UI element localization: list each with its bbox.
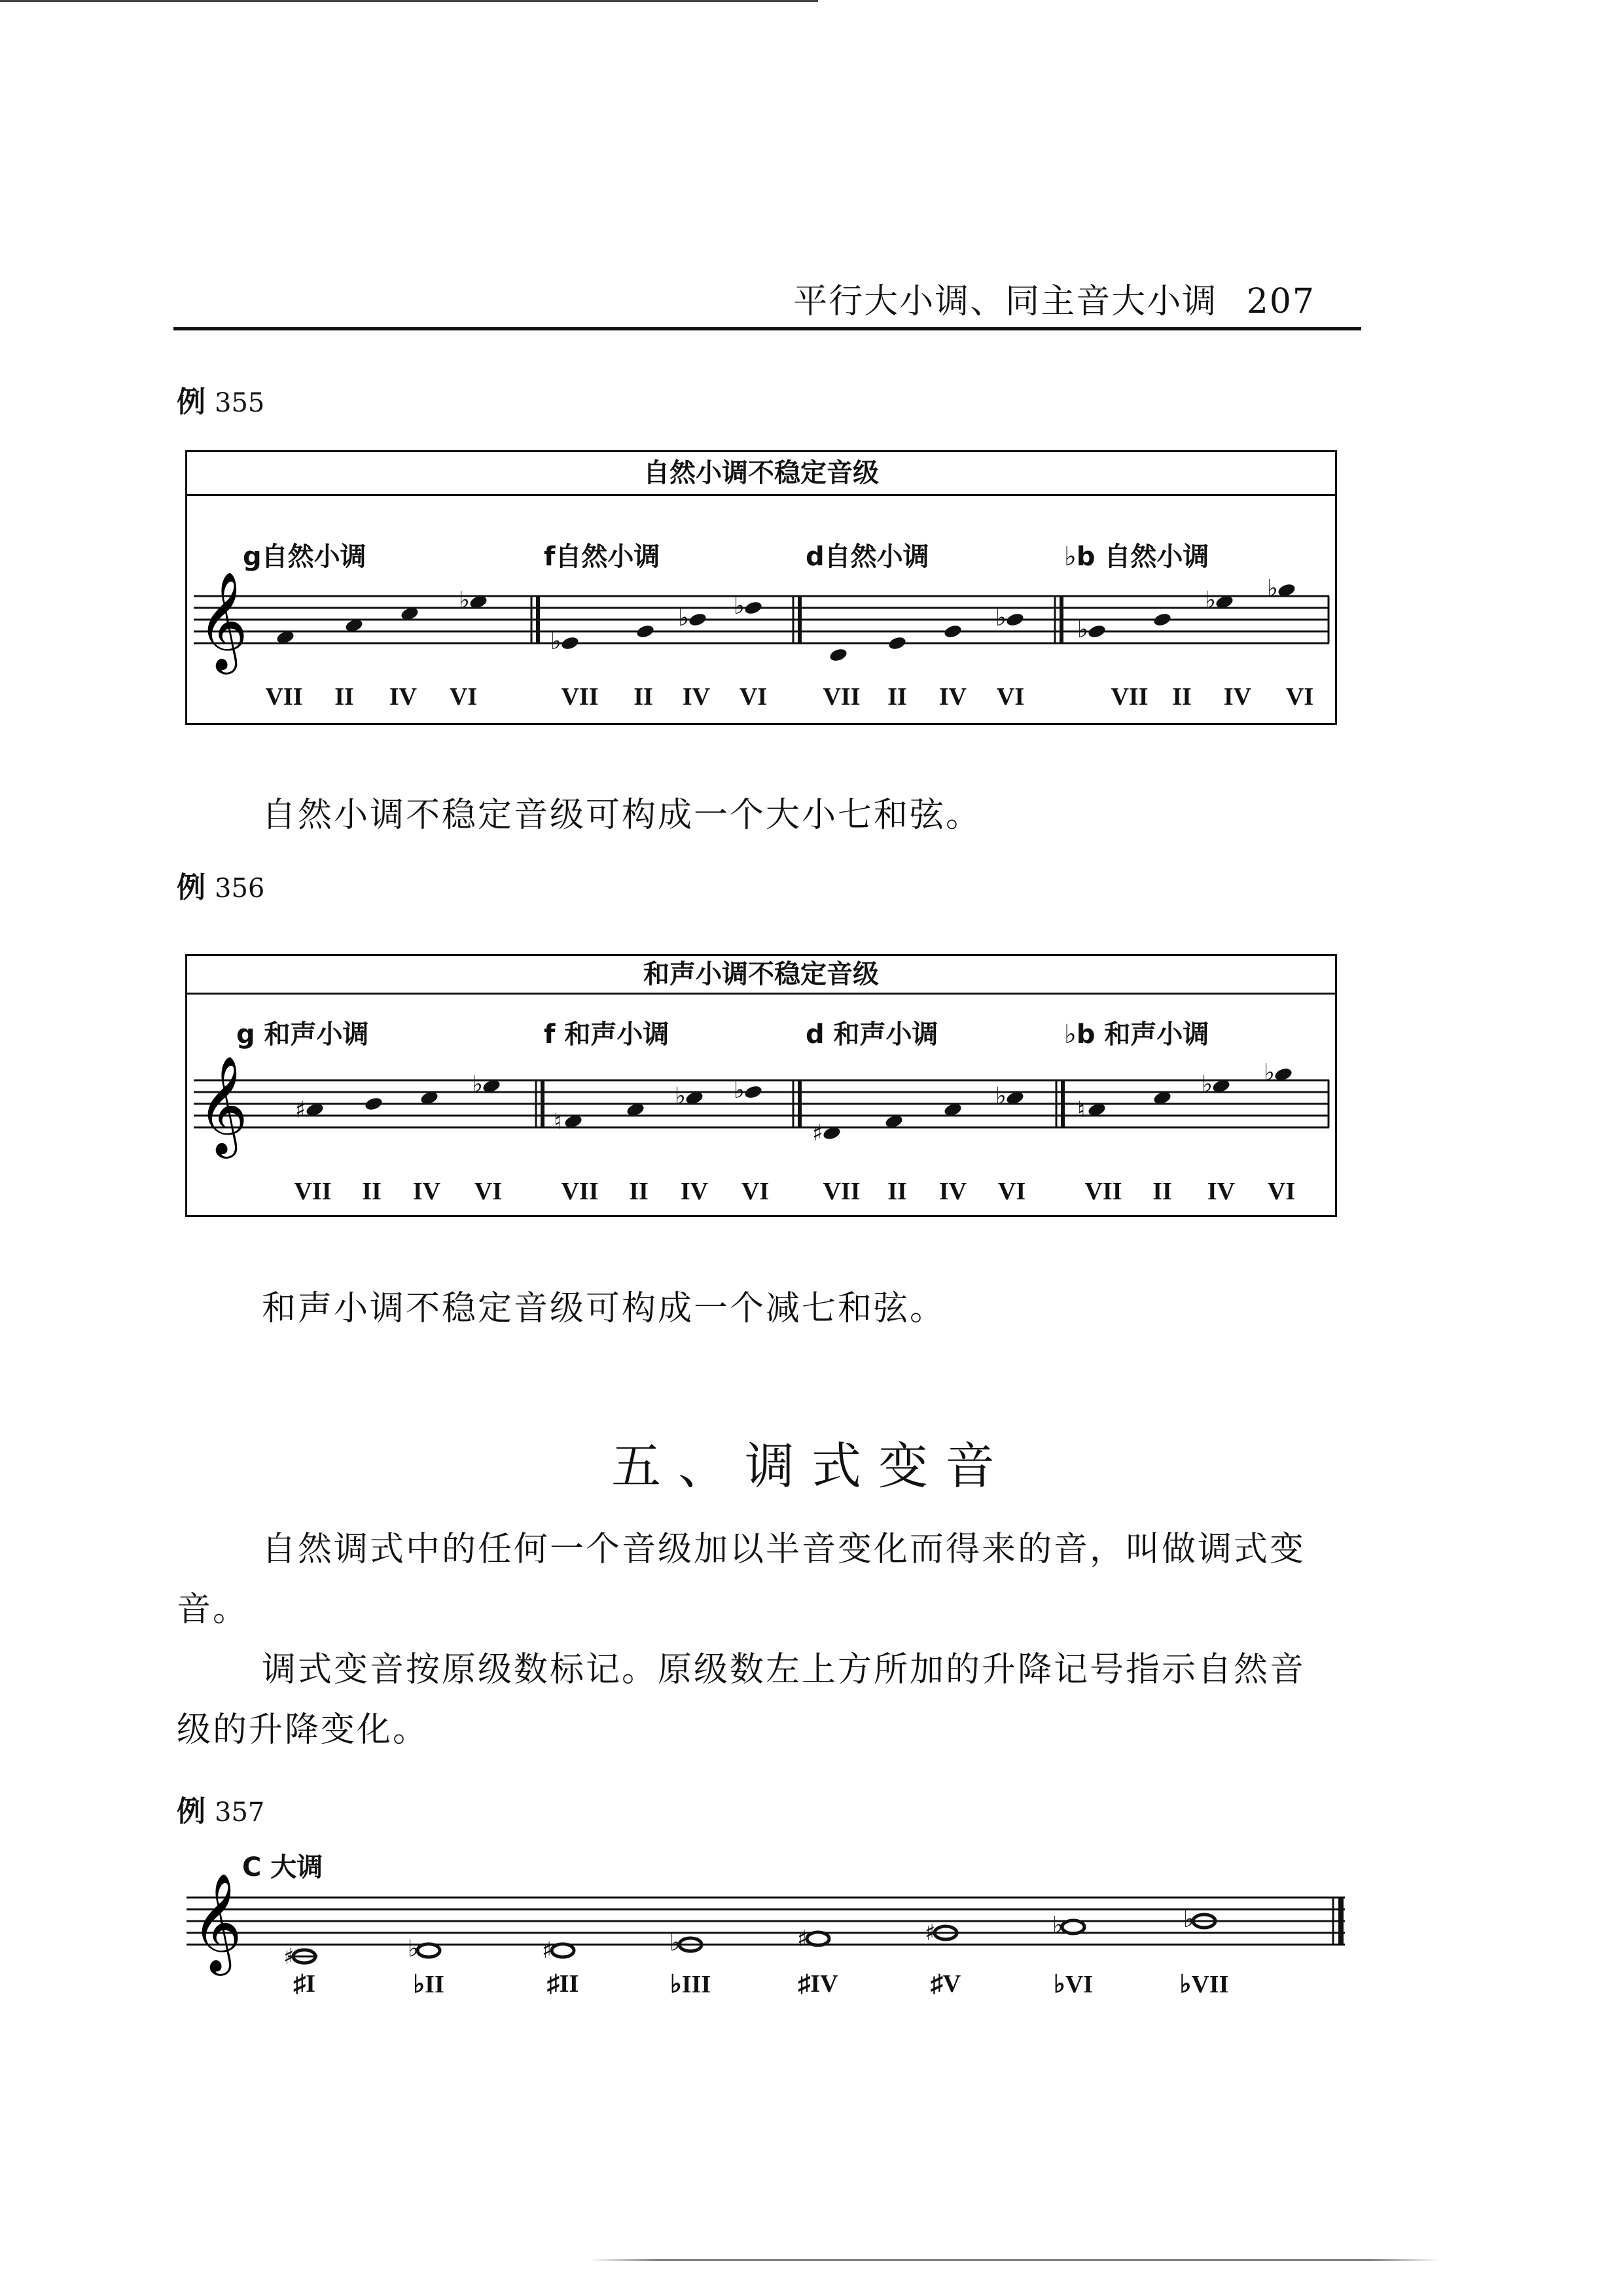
svg-text:♭: ♭ (734, 593, 745, 620)
svg-text:♭: ♭ (995, 605, 1007, 631)
degree-label: VI (739, 683, 768, 711)
degree-label: VI (1267, 1178, 1296, 1205)
paragraph-4: 调式变音按原级数标记。原级数左上方所加的升降记号指示自然音级的升降变化。 (177, 1650, 1306, 1750)
treble-clef-icon: 𝄞 (198, 1055, 248, 1154)
degree-label: ♭VII (1179, 1971, 1229, 1998)
svg-text:♭: ♭ (1183, 1906, 1194, 1933)
key-label-c-major: C 大调 (242, 1852, 323, 1882)
degree-label: IV (938, 1178, 967, 1205)
example-355-title: 自然小调不稳定音级 (187, 452, 1335, 496)
example-word: 例 (177, 1795, 205, 1828)
example-357-label (177, 1788, 264, 1829)
example-356-staff (194, 1054, 1329, 1185)
svg-text:♭: ♭ (459, 587, 470, 614)
degree-label: VI (997, 1178, 1026, 1205)
degree-label: IV (1223, 683, 1252, 711)
degree-label: IV (412, 1178, 441, 1205)
example-number: 356 (215, 874, 265, 904)
svg-text:♭: ♭ (675, 1083, 686, 1110)
example-word: 例 (177, 385, 205, 419)
degree-label: II (887, 1178, 907, 1205)
degree-label: VII (265, 683, 303, 711)
degree-label: II (629, 1178, 649, 1205)
degree-label: ♯IV (798, 1970, 838, 1998)
degree-label: ♭III (669, 1971, 711, 1998)
svg-text:♭: ♭ (1264, 1059, 1275, 1086)
degree-label: IV (1207, 1178, 1236, 1205)
paragraph-3: 自然调式中的任何一个音级加以半音变化而得来的音，叫做调式变音。 (177, 1530, 1306, 1629)
degree-label: VII (561, 1178, 599, 1205)
svg-text:♯: ♯ (283, 1944, 294, 1970)
treble-clef-icon: 𝄞 (192, 1872, 242, 1971)
example-355-staff (194, 570, 1329, 701)
degree-label: IV (682, 683, 711, 711)
degree-label: IV (938, 683, 967, 711)
key-label-f: f 和声小调 (544, 1019, 669, 1050)
degree-label: VII (823, 1178, 861, 1205)
degree-label: VI (449, 683, 478, 711)
degree-label: VII (823, 683, 861, 711)
key-label-bflat: ♭b 和声小调 (1064, 1019, 1209, 1050)
svg-text:♭: ♭ (472, 1071, 483, 1098)
degree-label: ♭VI (1053, 1971, 1094, 1998)
svg-text:♮: ♮ (1077, 1097, 1086, 1123)
svg-text:♯: ♯ (812, 1120, 823, 1146)
degree-label: IV (389, 683, 418, 711)
example-number: 357 (215, 1797, 265, 1828)
example-356-frame (185, 954, 1337, 1217)
degree-label: ♯I (293, 1970, 315, 1998)
svg-text:♭: ♭ (1205, 587, 1216, 614)
key-label-d: d自然小调 (806, 542, 929, 572)
treble-clef-icon: 𝄞 (198, 571, 248, 670)
degree-label: VII (561, 683, 599, 711)
svg-text:♯: ♯ (542, 1937, 553, 1964)
example-355-label (177, 378, 264, 420)
paragraph-2: 和声小调不稳定音级可构成一个减七和弦。 (262, 1289, 946, 1328)
paragraph-1: 自然小调不稳定音级可构成一个大小七和弦。 (262, 796, 982, 835)
running-header (793, 274, 1315, 323)
degree-label: VI (474, 1178, 503, 1205)
degree-label: ♯II (546, 1970, 579, 1998)
degree-label: ♭II (413, 1971, 444, 1998)
degree-label: VI (1285, 683, 1314, 711)
svg-text:♭: ♭ (1052, 1912, 1063, 1939)
section-title: 五、调式变音 (611, 1437, 1012, 1495)
key-label-f: f自然小调 (544, 542, 660, 572)
page-number: 207 (1246, 282, 1315, 321)
degree-label: IV (680, 1178, 709, 1205)
degree-label: VI (741, 1178, 770, 1205)
degree-label: II (1172, 683, 1192, 711)
key-label-d: d 和声小调 (806, 1019, 938, 1050)
svg-text:♭: ♭ (408, 1935, 419, 1962)
svg-text:♭: ♭ (678, 605, 689, 631)
svg-text:♭: ♭ (1202, 1071, 1213, 1098)
degree-label: II (362, 1178, 382, 1205)
degree-label: VII (1111, 683, 1149, 711)
svg-text:♯: ♯ (925, 1920, 936, 1946)
example-355-frame (185, 450, 1337, 725)
degree-label: II (887, 683, 907, 711)
degree-label: II (633, 683, 653, 711)
degree-label: II (334, 683, 354, 711)
svg-text:♭: ♭ (1077, 616, 1088, 643)
top-edge-line (0, 0, 818, 2)
svg-text:♭: ♭ (669, 1930, 681, 1956)
example-word: 例 (177, 871, 205, 904)
degree-label: VII (1084, 1178, 1122, 1205)
svg-text:♮: ♮ (554, 1108, 562, 1135)
header-rule (173, 327, 1361, 330)
svg-text:♭: ♭ (1267, 575, 1278, 602)
example-357-staff (187, 1871, 1345, 1996)
bottom-rule (589, 2259, 1440, 2261)
running-title: 平行大小调、同主音大小调 (793, 282, 1218, 321)
svg-text:♭: ♭ (995, 1083, 1007, 1110)
svg-text:♭: ♭ (550, 628, 562, 655)
example-356-title: 和声小调不稳定音级 (187, 956, 1335, 995)
svg-text:♭: ♭ (734, 1077, 745, 1104)
svg-text:♯: ♯ (295, 1097, 306, 1123)
svg-text:♯: ♯ (797, 1926, 808, 1952)
degree-label: VI (996, 683, 1025, 711)
example-356-label (177, 864, 264, 906)
key-label-g: g 和声小调 (236, 1019, 369, 1050)
key-label-bflat: ♭b 自然小调 (1064, 542, 1209, 572)
degree-label: II (1152, 1178, 1172, 1205)
example-number: 355 (215, 388, 265, 418)
degree-label: ♯V (930, 1970, 961, 1998)
degree-label: VII (294, 1178, 332, 1205)
key-label-g: g自然小调 (243, 542, 366, 572)
